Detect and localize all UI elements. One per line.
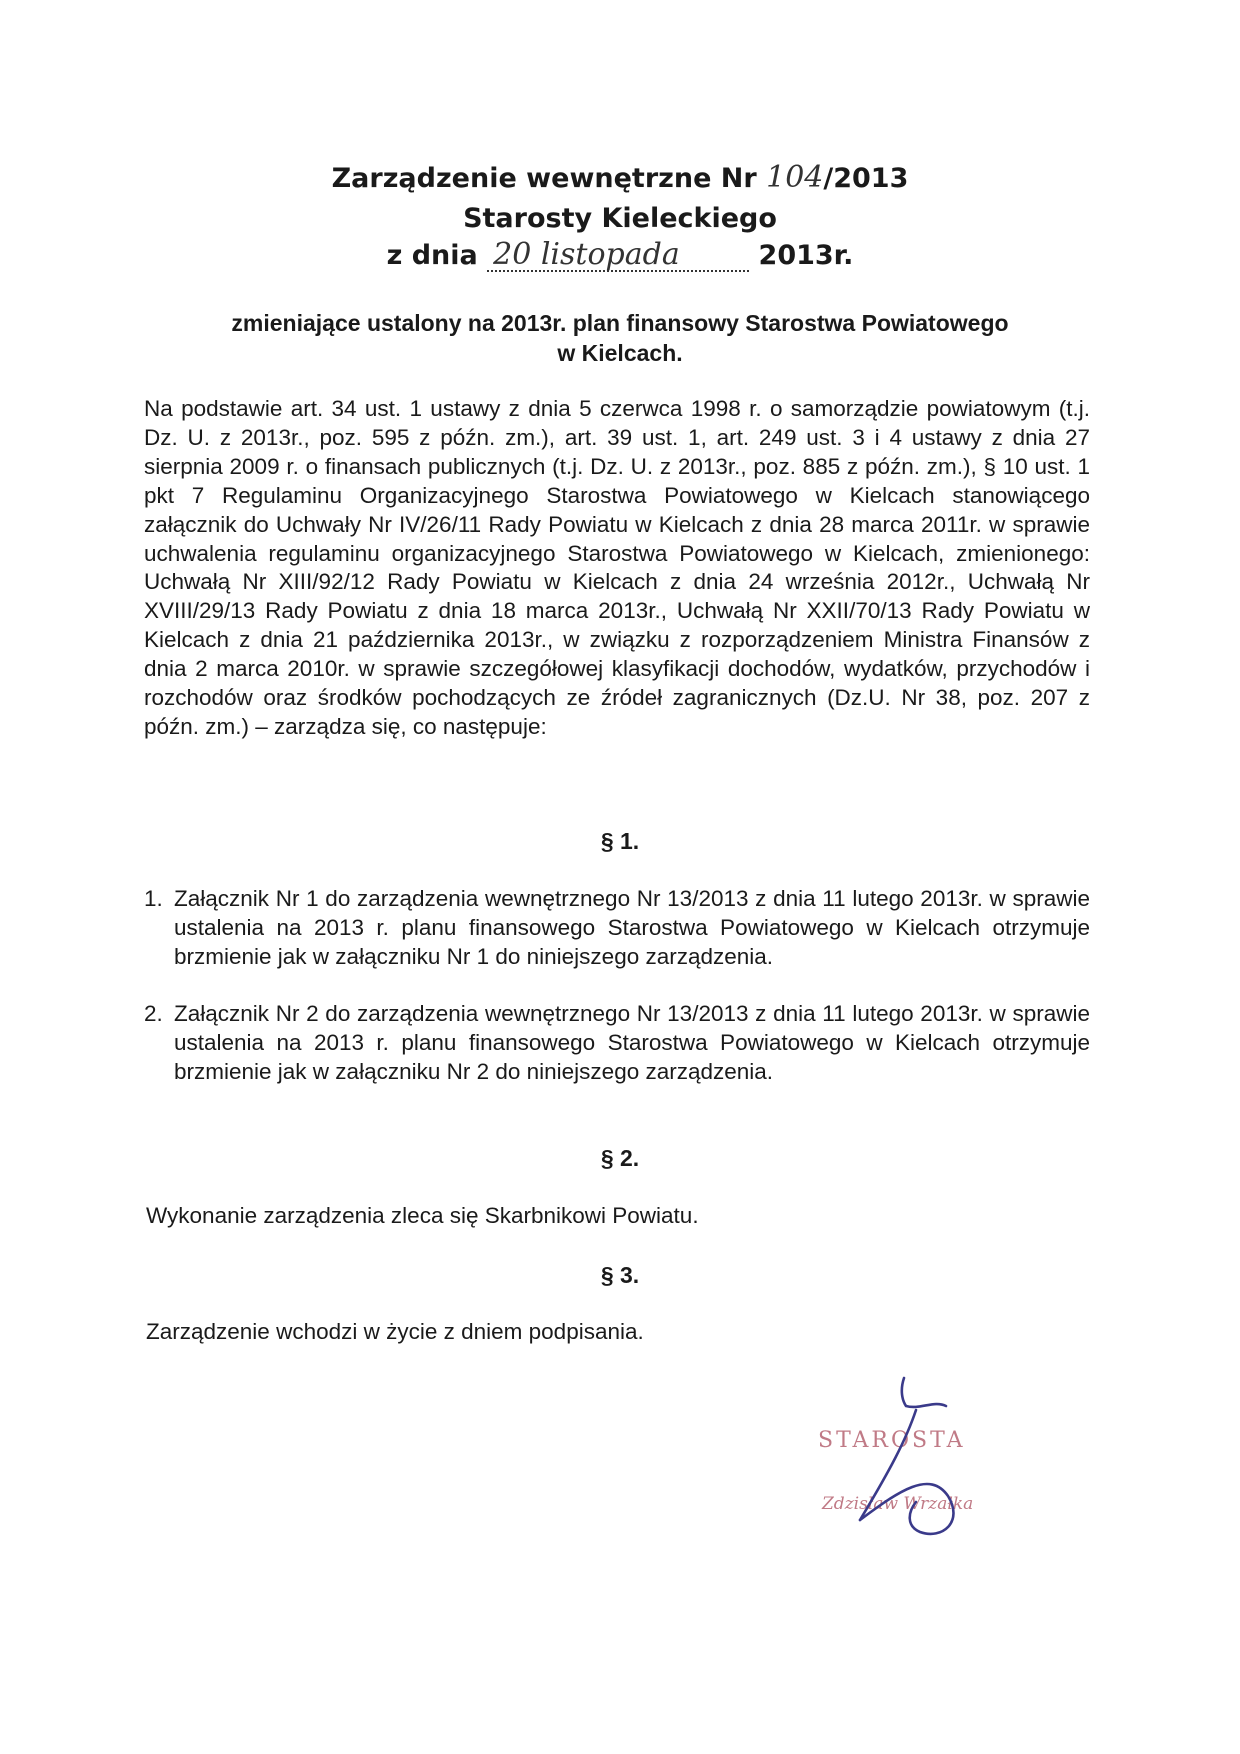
section-3-text: Zarządzenie wchodzi w życie z dniem podpisania. [146,1319,644,1344]
stamp-title: STAROSTA [818,1428,966,1453]
issuer: Starosty Kieleckiego [463,203,777,234]
handwritten-signature [830,1370,1010,1550]
document-title [0,160,1240,195]
stamp-name: Zdzisław Wrzałka [822,1494,974,1514]
date-suffix: 2013r. [758,240,854,271]
list-item-number: 1. [144,886,163,911]
subject-line-1: zmieniające ustalony na 2013r. plan finansowy Starostwa Powiatowego [231,310,1009,336]
date-prefix: z dnia [386,240,478,271]
section-2-heading: § 2. [600,1145,640,1171]
list-item-text: Załącznik Nr 1 do zarządzenia wewnętrznego Nr 13/2013 z dnia 11 lutego 2013r. w sprawie ustalenia na 2013 r. planu finansowego Starostwa Powiatowego w Kielcach otrzymuje brzmienie jak w załączniku Nr 1 do niniejszego zarządzenia. [174,886,1090,969]
section-1-heading: § 1. [600,828,640,854]
list-item-text: Załącznik Nr 2 do zarządzenia wewnętrznego Nr 13/2013 z dnia 11 lutego 2013r. w sprawie ustalenia na 2013 r. planu finansowego Starostwa Powiatowego w Kielcach otrzymuje brzmienie jak w załączniku Nr 2 do niniejszego zarządzenia. [174,1001,1090,1084]
subject-line-2: w Kielcach. [557,340,683,366]
section-3-heading: § 3. [600,1262,640,1288]
date-field [487,237,749,272]
title-suffix: /2013 [823,163,909,194]
title-prefix: Zarządzenie wewnętrzne Nr [331,163,757,194]
legal-basis-paragraph: Na podstawie art. 34 ust. 1 ustawy z dnia 5 czerwca 1998 r. o samorządzie powiatowym (t.j. Dz. U. z 2013r., poz. 595 z późn. zm.), art. 39 ust. 1, art. 249 ust. 3 i 4 ustawy z dnia 27 sierpnia 2009 r. o finansach publicznych (t.j. Dz. U. z 2013r., poz. 885 z późn. zm.), § 10 ust. 1 pkt 7 Regulaminu Organizacyjnego Starostwa Powiatowego w Kielcach stanowiącego załącznik do Uchwały Nr IV/26/11 Rady Powiatu w Kielcach z dnia 28 marca 2011r. w sprawie uchwalenia regulaminu organizacyjnego Starostwa Powiatowego w Kielcach, zmienionego: Uchwałą Nr XIII/92/12 Rady Powiatu w Kielcach z dnia 24 września 2012r., Uchwałą Nr XVIII/29/13 Rady Powiatu z dnia 18 marca 2013r., Uchwałą Nr XXII/70/13 Rady Powiatu w Kielcach z dnia 21 października 2013r., w związku z rozporządzeniem Ministra Finansów z dnia 2 marca 2010r. w sprawie szczegółowej klasyfikacji dochodów, wydatków, przychodów i rozchodów oraz środków pochodzących ze źródeł zagranicznych (Dz.U. Nr 38, poz. 207 z późn. zm.) – zarządza się, co następuje: [144,396,1090,739]
list-item [144,1000,1090,1087]
section-2-text: Wykonanie zarządzenia zleca się Skarbnikowi Powiatu. [146,1203,699,1228]
list-item [144,885,1090,972]
list-item-number: 2. [144,1001,163,1026]
document-date [0,237,1240,272]
handwritten-date: 20 listopada [493,237,680,272]
handwritten-number: 104 [766,160,824,195]
